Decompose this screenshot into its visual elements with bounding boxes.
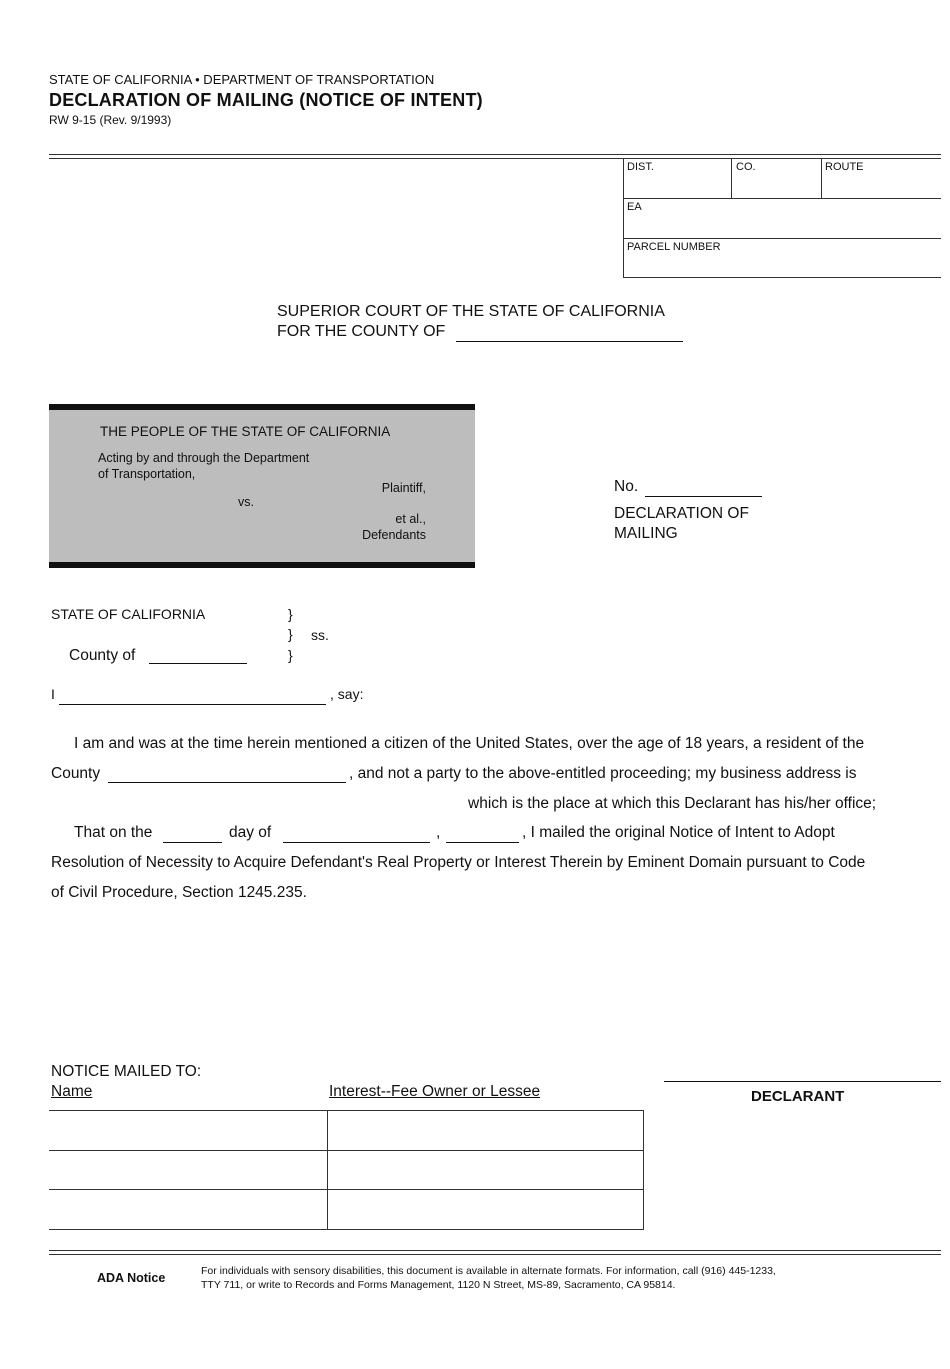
id-box-row-1-rule bbox=[623, 198, 941, 199]
body-p2-day-of: day of bbox=[229, 824, 272, 841]
venue-county-input[interactable] bbox=[149, 663, 247, 664]
doc-title-line-2: MAILING bbox=[614, 525, 678, 542]
declarant-signature-line[interactable] bbox=[664, 1081, 941, 1082]
court-county-input[interactable] bbox=[456, 341, 683, 342]
notice-name-cell-2[interactable] bbox=[49, 1150, 328, 1190]
body-p1-county-label: County bbox=[51, 765, 101, 782]
body-p2-that-on: That on the bbox=[74, 824, 153, 841]
ada-notice-line-2: TTY 711, or write to Records and Forms Management, 1120 N Street, MS-89, Sacramento, CA 95814. bbox=[201, 1279, 676, 1291]
court-name: SUPERIOR COURT OF THE STATE OF CALIFORNIA bbox=[277, 303, 665, 320]
agency-header: STATE OF CALIFORNIA • DEPARTMENT OF TRANSPORTATION bbox=[49, 72, 435, 87]
venue-brace-2: } bbox=[288, 626, 293, 642]
route-field[interactable]: ROUTE bbox=[825, 161, 864, 173]
venue-state: STATE OF CALIFORNIA bbox=[51, 606, 206, 622]
ada-notice-line-1: For individuals with sensory disabilities, this document is available in alternate formats. For information, call (916) 445-1233, bbox=[201, 1265, 776, 1277]
body-p2-line-3: of Civil Procedure, Section 1245.235. bbox=[51, 884, 307, 901]
id-box-divider-2 bbox=[821, 158, 822, 199]
declarant-label: DECLARANT bbox=[751, 1088, 845, 1105]
footer-rule-top bbox=[49, 1250, 941, 1251]
mail-day-input[interactable] bbox=[163, 842, 222, 843]
declarant-say: , say: bbox=[330, 686, 364, 702]
notice-name-cell-3[interactable] bbox=[49, 1189, 328, 1230]
venue-brace-3: } bbox=[288, 647, 293, 663]
mail-year-input[interactable] bbox=[446, 842, 519, 843]
caption-plaintiff: Plaintiff, bbox=[381, 481, 426, 495]
notice-heading: NOTICE MAILED TO: bbox=[51, 1063, 202, 1080]
footer-rule-bottom bbox=[49, 1254, 941, 1255]
form-number: RW 9-15 (Rev. 9/1993) bbox=[49, 113, 172, 127]
id-box-left-border bbox=[623, 158, 624, 278]
caption-acting-2: of Transportation, bbox=[98, 467, 196, 481]
caption-vs: vs. bbox=[238, 495, 254, 509]
dist-field[interactable]: DIST. bbox=[627, 161, 654, 173]
ada-notice-label: ADA Notice bbox=[97, 1271, 166, 1285]
parcel-number-field[interactable]: PARCEL NUMBER bbox=[627, 241, 721, 253]
ea-field[interactable]: EA bbox=[627, 201, 642, 213]
id-box-divider-1 bbox=[731, 158, 732, 199]
case-no-label: No. bbox=[614, 478, 639, 495]
declarant-name-input[interactable] bbox=[59, 704, 326, 705]
notice-col-interest: Interest--Fee Owner or Lessee bbox=[329, 1083, 541, 1100]
declarant-i: I bbox=[51, 686, 55, 702]
body-p2-rest: , I mailed the original Notice of Intent to Adopt bbox=[522, 824, 835, 841]
case-caption-box bbox=[49, 404, 475, 568]
resident-county-input[interactable] bbox=[108, 782, 346, 783]
caption-acting-1: Acting by and through the Department bbox=[98, 451, 310, 465]
notice-interest-cell-3[interactable] bbox=[327, 1189, 644, 1230]
notice-interest-cell-2[interactable] bbox=[327, 1150, 644, 1190]
venue-brace-1: } bbox=[288, 606, 293, 622]
caption-et-al: et al., bbox=[395, 512, 426, 526]
case-number-input[interactable] bbox=[645, 496, 762, 497]
notice-interest-cell-1[interactable] bbox=[327, 1110, 644, 1151]
id-box-row-3-rule bbox=[623, 277, 941, 278]
venue-county-label: County of bbox=[69, 647, 136, 664]
venue-ss: ss. bbox=[311, 627, 329, 643]
body-p1-line-2: , and not a party to the above-entitled proceeding; my business address is bbox=[349, 765, 857, 782]
body-p2-comma: , bbox=[436, 824, 441, 841]
id-box-row-2-rule bbox=[623, 238, 941, 239]
co-field[interactable]: CO. bbox=[736, 161, 756, 173]
notice-col-name: Name bbox=[51, 1083, 93, 1100]
header-rule-top bbox=[49, 154, 941, 155]
body-p1-line-1: I am and was at the time herein mentioned a citizen of the United States, over the age of 18 years, a resident of the bbox=[74, 735, 865, 752]
body-p2-line-2: Resolution of Necessity to Acquire Defendant's Real Property or Interest Therein by Eminent Domain pursuant to Code bbox=[51, 854, 866, 871]
doc-title-line-1: DECLARATION OF bbox=[614, 505, 749, 522]
notice-name-cell-1[interactable] bbox=[49, 1110, 328, 1151]
caption-defendants: Defendants bbox=[362, 528, 426, 542]
form-title: DECLARATION OF MAILING (NOTICE OF INTENT) bbox=[49, 90, 483, 110]
caption-people: THE PEOPLE OF THE STATE OF CALIFORNIA bbox=[100, 424, 391, 439]
body-p1-line-3: which is the place at which this Declarant has his/her office; bbox=[468, 795, 877, 812]
court-county-label: FOR THE COUNTY OF bbox=[277, 323, 446, 340]
header-rule-bottom bbox=[49, 158, 941, 159]
mail-month-input[interactable] bbox=[283, 842, 430, 843]
